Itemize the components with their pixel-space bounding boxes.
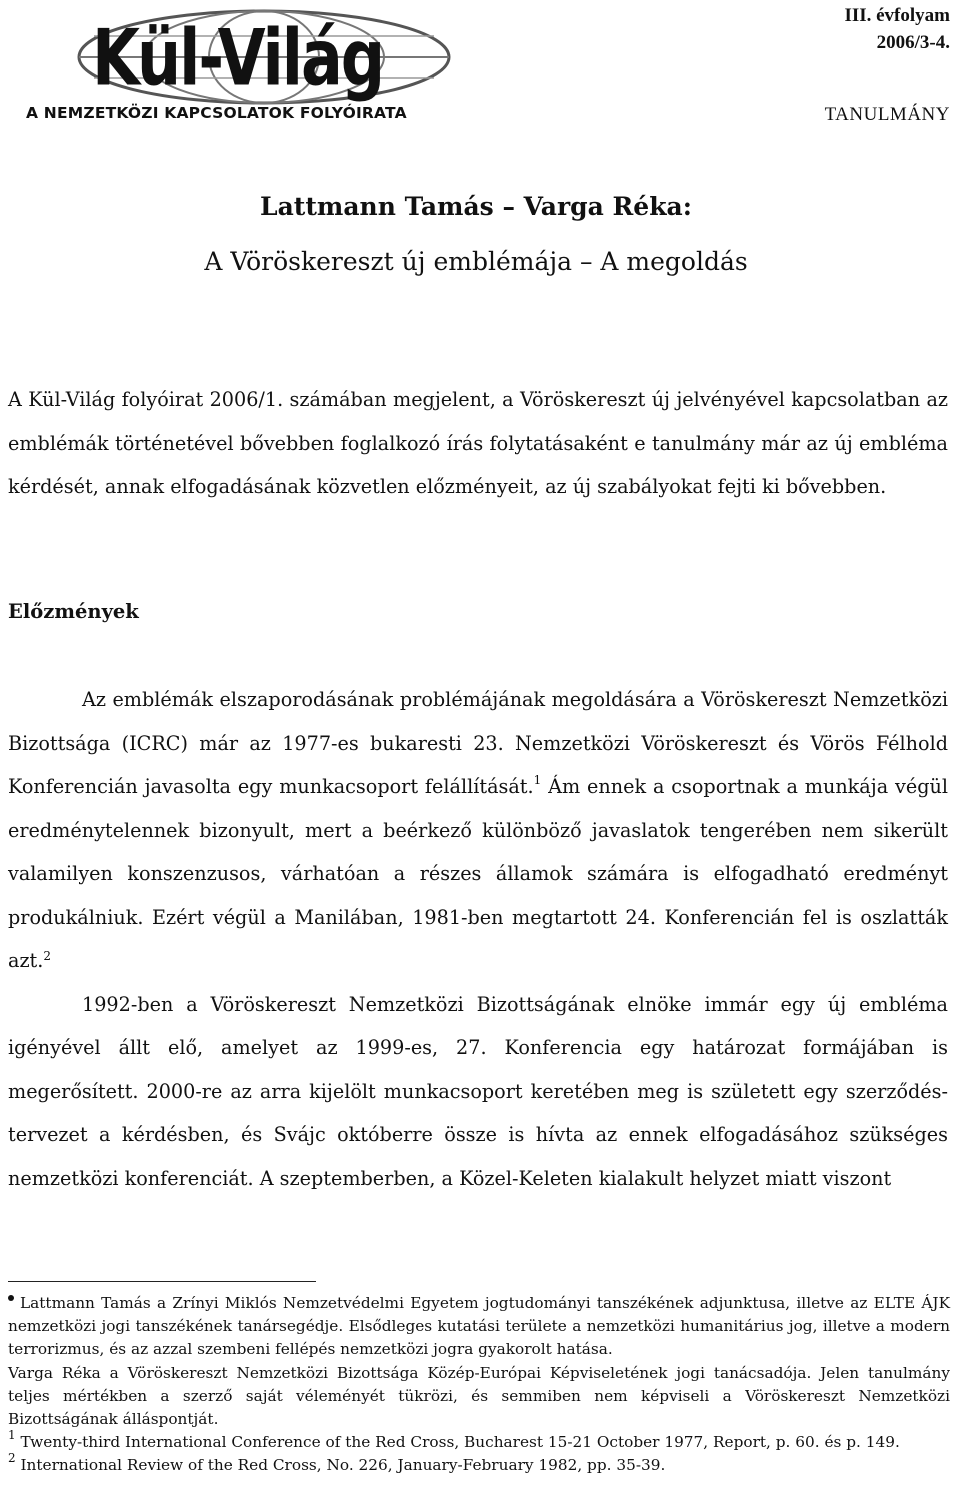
issue-label: 2006/3-4. [876, 32, 950, 53]
footnote-ref-1[interactable]: 1 [533, 772, 542, 787]
author-note-1-text: Lattmann Tamás a Zrínyi Miklós Nemzetvédelmi Egyetem jogtudományi tanszékének adjunktusa, illetve az ELTE ÁJK nemzetközi jogi tanszékének tanársegédje. Elsődleges kutatási területe a nemzetközi humanitárius jog, illetve a modern terrorizmus, és az azzal szembeni fellépés nemzetközi jogra gyakorolt hatása. [8, 1294, 950, 1359]
author-note-1 [8, 1292, 950, 1362]
section-body [8, 678, 948, 1200]
footnote-2-number: 2 [8, 1451, 16, 1466]
article-authors: Lattmann Tamás – Varga Réka: [260, 192, 692, 221]
paragraph-1 [8, 678, 948, 983]
paragraph-1-text-b: Ám ennek a csoportnak a munkája végül eredménytelennek bizonyult, mert a beérkező különböző javaslatok tengerében nem sikerült valamilyen konszenzusos, várhatóan a részes államok számára is elfogadható eredményt produkálniuk. Ezért végül a Manilában, 1981-ben megtartott 24. Konferencián fel is oszlatták azt. [8, 775, 948, 972]
author-note-2: Varga Réka a Vöröskereszt Nemzetközi Bizottsága Közép-Európai Képviseletének jogi tanácsadója. Jelen tanulmány teljes mértékben a szerző saját véleményét tükrözi, és semmiben nem képviseli a Vöröskereszt Nemzetközi Bizottságának álláspontját. [8, 1363, 950, 1429]
footnote-divider [8, 1281, 316, 1282]
footnote-1 [8, 1428, 950, 1454]
section-heading: Előzmények [8, 600, 139, 623]
footnote-1-number: 1 [8, 1428, 16, 1443]
footnote-2-text: International Review of the Red Cross, No. 226, January-February 1982, pp. 35-39. [20, 1456, 666, 1475]
bullet-icon [8, 1295, 14, 1301]
edition-info [844, 2, 950, 56]
logo-subtitle: A NEMZETKÖZI KAPCSOLATOK FOLYÓIRATA [26, 104, 407, 122]
title-block [0, 188, 960, 281]
footnotes [8, 1292, 950, 1478]
paragraph-1-text-a: Az emblémák elszaporodásának problémájának megoldására a Vöröskereszt Nemzetközi Bizottsága (ICRC) már az 1977-es bukaresti 23. Nemzetközi Vöröskereszt és Vörös Félhold Konferencián javasolta egy munkacsoport felállítását. [8, 688, 948, 798]
footnote-1-text: Twenty-third International Conference of the Red Cross, Bucharest 15-21 October 1977, Report, p. 60. és p. 149. [20, 1433, 900, 1452]
volume-label: III. évfolyam [844, 5, 950, 26]
footnote-2 [8, 1451, 950, 1477]
footnote-ref-2[interactable]: 2 [43, 948, 51, 963]
intro-paragraph: A Kül-Világ folyóirat 2006/1. számában megjelent, a Vöröskereszt új jelvényével kapcsolatban az emblémák történetével bővebben foglalkozó írás folytatásaként e tanulmány már az új embléma kérdését, annak elfogadásának közvetlen előzményeit, az új szabályokat fejti ki bővebben. [8, 388, 948, 498]
masthead [0, 0, 960, 130]
journal-logo [8, 8, 448, 126]
logo-title: Kül-Világ [92, 12, 384, 104]
paragraph-2: 1992-ben a Vöröskereszt Nemzetközi Bizottságának elnöke immár egy új embléma igényével állt elő, amelyet az 1999-es, 27. Konferencia egy határozat formájában is megerősített. 2000-re az arra kijelölt munkacsoport keretében meg is született egy szerződés-tervezet a kérdésben, és Svájc októberre össze is hívta az ennek elfogadásához szükséges nemzetközi konferenciát. A szeptemberben, a Közel-Keleten kialakult helyzet miatt viszont [8, 992, 948, 1190]
section-label: TANULMÁNY [824, 104, 950, 125]
article-title: A Vöröskereszt új emblémája – A megoldás [204, 247, 748, 276]
